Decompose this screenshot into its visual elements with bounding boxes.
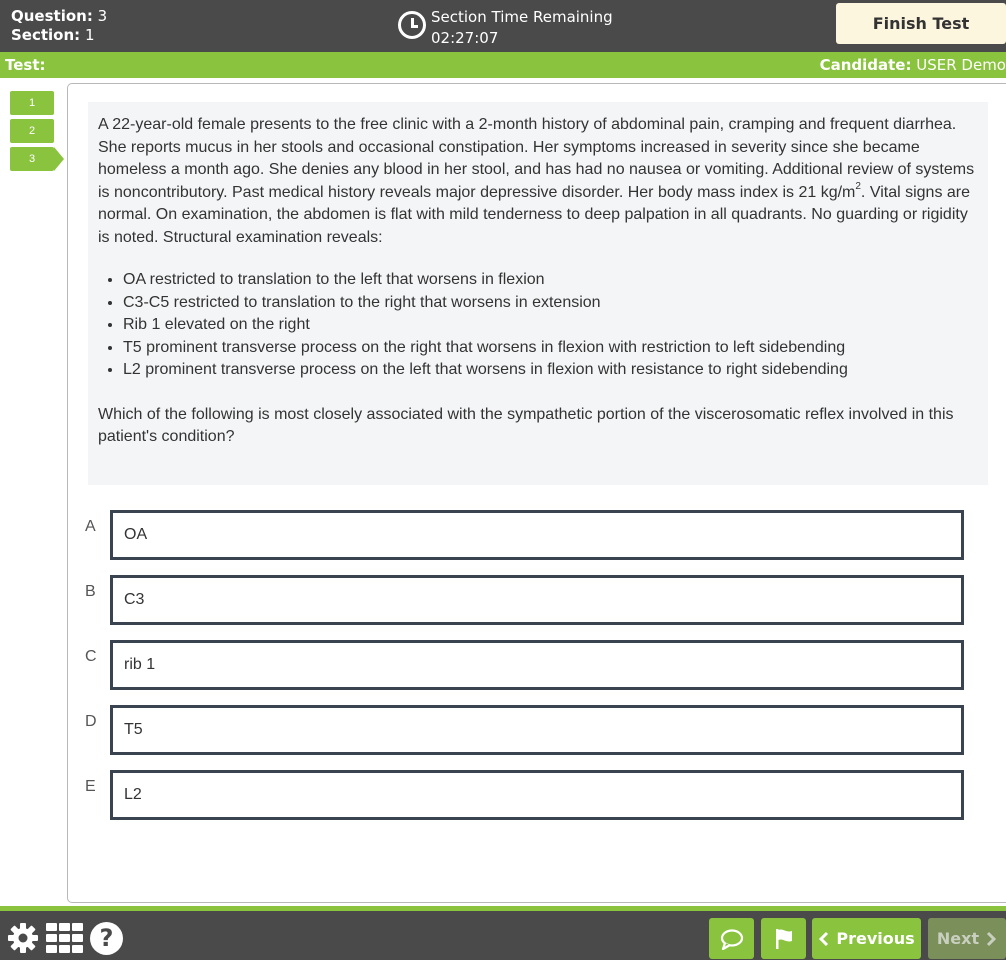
- test-label: Test:: [5, 56, 46, 74]
- clock-icon: [398, 11, 426, 39]
- comment-button[interactable]: [709, 918, 754, 959]
- finding-item: • C3-C5 restricted to translation to the right that worsens in extension: [123, 292, 978, 315]
- question-info: [11, 7, 107, 45]
- next-button[interactable]: [928, 918, 1006, 959]
- timer-value: 02:27:07: [431, 29, 499, 47]
- stem-superscript: 2: [855, 180, 861, 192]
- finding-item: • L2 prominent transverse process on the left that worsens in flexion with resistance to right sidebending: [123, 359, 978, 382]
- candidate-label: Candidate:: [819, 56, 912, 74]
- answer-option-e[interactable]: [85, 770, 965, 822]
- candidate-info: [820, 52, 1006, 78]
- stem-text-1: A 22-year-old female presents to the free clinic with a 2-month history of abdominal pain, cramping and frequent diarrhea. She reports mucus in her stools and occasional constipation. Her symptoms increased in severity since she became homeless a month ago. She denies any blood in her stool, and has had no nausea or vomiting. Additional review of systems is noncontributory. Past medical history reveals major depressive disorder. Her body mass index is 21 kg/m: [98, 116, 975, 201]
- stem-paragraph: [98, 114, 978, 249]
- option-letter: D: [85, 713, 97, 730]
- question-nav-item-3[interactable]: 3: [10, 147, 54, 171]
- flag-button[interactable]: [761, 918, 806, 959]
- previous-button[interactable]: [812, 918, 921, 959]
- question-label: Question:: [11, 7, 93, 25]
- section-timer: [398, 7, 613, 49]
- findings-list: [123, 269, 978, 382]
- top-bar: [0, 0, 1006, 52]
- option-box[interactable]: C3: [110, 575, 964, 625]
- answer-option-c[interactable]: [85, 640, 965, 692]
- option-letter: B: [85, 583, 96, 600]
- candidate-name: USER Demo: [916, 56, 1006, 74]
- question-stem: [88, 102, 988, 485]
- section-number: 1: [84, 26, 95, 44]
- option-letter: A: [85, 518, 96, 535]
- answer-option-d[interactable]: [85, 705, 965, 757]
- grid-icon[interactable]: [46, 923, 84, 953]
- chevron-left-icon: [818, 931, 830, 947]
- info-strip: [0, 52, 1006, 78]
- option-letter: E: [85, 778, 96, 795]
- option-letter: C: [85, 648, 97, 665]
- option-box[interactable]: L2: [110, 770, 964, 820]
- question-nav-item-2[interactable]: 2: [10, 119, 54, 143]
- finding-item: • T5 prominent transverse process on the right that worsens in flexion with restriction to left sidebending: [123, 337, 978, 360]
- flag-icon: [774, 928, 794, 950]
- option-box[interactable]: rib 1: [110, 640, 964, 690]
- finish-test-button[interactable]: Finish Test: [836, 3, 1006, 44]
- question-number: 3: [97, 7, 108, 25]
- gear-icon[interactable]: [7, 922, 39, 954]
- section-label: Section:: [11, 26, 81, 44]
- question-prompt: Which of the following is most closely associated with the sympathetic portion of the viscerosomatic reflex involved in this patient's condition?: [98, 405, 954, 445]
- question-nav-item-1[interactable]: 1: [10, 91, 54, 115]
- previous-label: Previous: [836, 929, 915, 948]
- option-box[interactable]: T5: [110, 705, 964, 755]
- answer-option-b[interactable]: [85, 575, 965, 627]
- help-icon[interactable]: ?: [90, 922, 123, 955]
- answer-option-a[interactable]: [85, 510, 965, 562]
- finding-item: • Rib 1 elevated on the right: [123, 314, 978, 337]
- chevron-right-icon: [985, 931, 997, 947]
- next-label: Next: [936, 929, 980, 948]
- timer-label: Section Time Remaining: [431, 8, 613, 26]
- option-box[interactable]: OA: [110, 510, 964, 560]
- finding-item: • OA restricted to translation to the left that worsens in flexion: [123, 269, 978, 292]
- stem-text-2: . Vital signs are normal. On examination, the abdomen is flat with mild tenderness to deep palpation in all quadrants. No guarding or rigidity is noted. Structural examination reveals:: [98, 183, 971, 246]
- comment-icon: [720, 928, 744, 950]
